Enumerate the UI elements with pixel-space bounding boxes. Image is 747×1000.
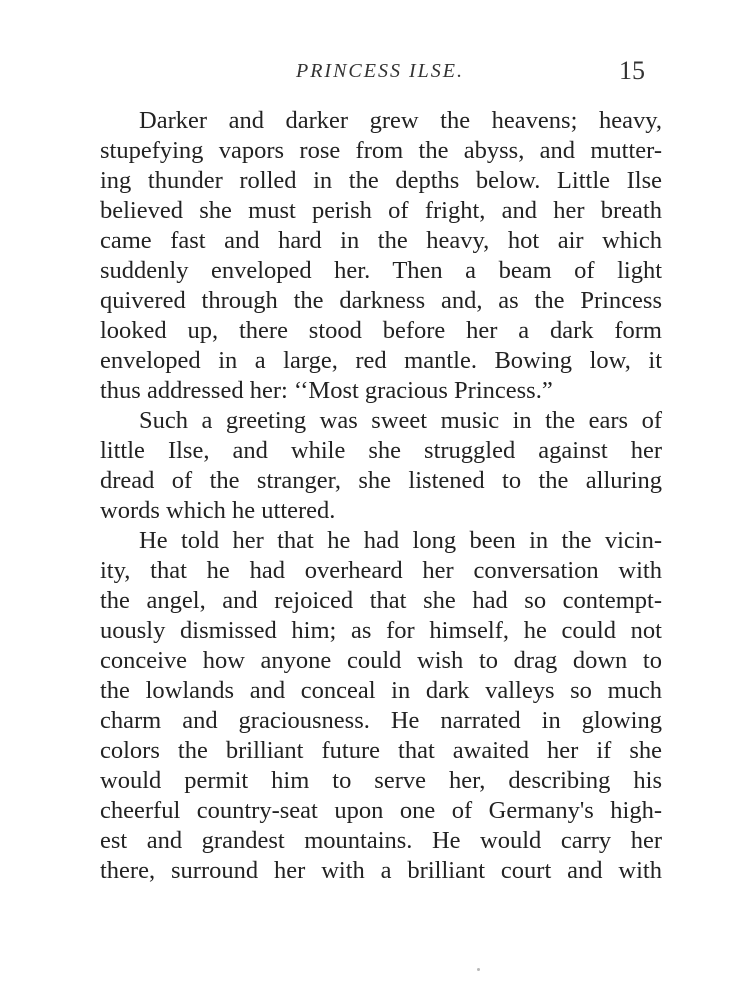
text-line: enveloped in a large, red mantle. Bowing low, it [100, 347, 662, 374]
text-line: ity, that he had overheard her conversation with [100, 557, 662, 584]
text-line: stupefying vapors rose from the abyss, and mutter- [100, 137, 662, 164]
text-line: came fast and hard in the heavy, hot air which [100, 227, 662, 254]
text-line: dread of the stranger, she listened to the alluring [100, 467, 662, 494]
text-line: cheerful country-seat upon one of Germany's high- [100, 797, 662, 824]
text-line: looked up, there stood before her a dark form [100, 317, 662, 344]
text-line: thus addressed her: ‘‘Most gracious Princess.” [100, 377, 553, 404]
text-line: words which he uttered. [100, 497, 336, 524]
paragraph-1 [100, 106, 662, 406]
body-text [100, 106, 662, 886]
text-line: charm and graciousness. He narrated in glowing [100, 707, 662, 734]
paragraph-3 [100, 526, 662, 886]
text-line: uously dismissed him; as for himself, he could not [100, 617, 662, 644]
text-line: believed she must perish of fright, and her breath [100, 197, 662, 224]
text-line: Such a greeting was sweet music in the ears of [139, 407, 662, 434]
text-line: quivered through the darkness and, as the Princess [100, 287, 662, 314]
text-line: would permit him to serve her, describing his [100, 767, 662, 794]
text-line: colors the brilliant future that awaited her if she [100, 737, 662, 764]
text-line: ing thunder rolled in the depths below. Little Ilse [100, 167, 662, 194]
text-line: little Ilse, and while she struggled against her [100, 437, 662, 464]
text-line: suddenly enveloped her. Then a beam of light [100, 257, 662, 284]
text-line: conceive how anyone could wish to drag down to [100, 647, 662, 674]
text-line: est and grandest mountains. He would carry her [100, 827, 662, 854]
page-number: 15 [619, 56, 645, 85]
paragraph-2 [100, 406, 662, 526]
text-line: the lowlands and conceal in dark valleys so much [100, 677, 662, 704]
text-line: the angel, and rejoiced that she had so contempt- [100, 587, 662, 614]
running-head [0, 56, 747, 86]
running-title: PRINCESS ILSE. [296, 60, 464, 82]
text-line: Darker and darker grew the heavens; heavy, [139, 107, 662, 134]
printing-speck [477, 968, 480, 971]
text-line: there, surround her with a brilliant court and with [100, 857, 662, 884]
text-line: He told her that he had long been in the vicin- [139, 527, 662, 554]
